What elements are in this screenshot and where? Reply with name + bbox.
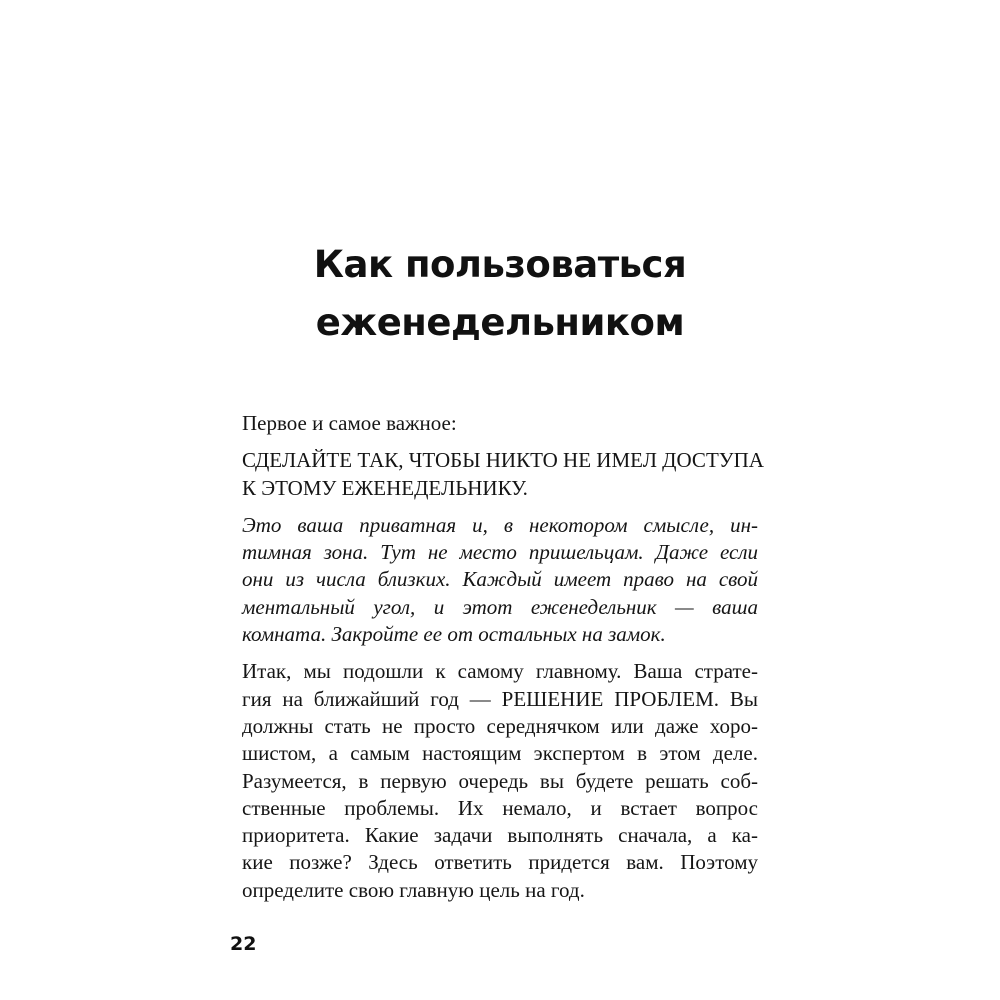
page-number: 22 <box>230 933 257 955</box>
text-line: приоритета. Какие задачи выполнять сначала, а ка- <box>242 823 758 848</box>
text-line: Это ваша приватная и, в некотором смысле, ин- <box>242 512 758 537</box>
text-line: ментальный угол, и этот еженедельник — ваша <box>242 594 758 619</box>
text-line: СДЕЛАЙТЕ ТАК, ЧТОБЫ НИКТО НЕ ИМЕЛ ДОСТУПА <box>242 448 764 473</box>
page-title <box>0 236 1000 352</box>
text-line: Разумеется, в первую очередь вы будете решать соб- <box>242 768 758 793</box>
text-line: К ЭТОМУ ЕЖЕНЕДЕЛЬНИКУ. <box>242 475 528 500</box>
text-line: Итак, мы подошли к самому главному. Ваша страте- <box>242 659 758 684</box>
warning-paragraph <box>242 447 764 502</box>
text-line: шистом, а самым настоящим экспертом в этом деле. <box>242 741 758 766</box>
italic-paragraph <box>242 512 758 648</box>
title-line-2: еженедельником <box>315 301 685 344</box>
text-line: они из числа близких. Каждый имеет право на свой <box>242 567 758 592</box>
text-line: определите свою главную цель на год. <box>242 877 585 902</box>
text-line: кие позже? Здесь ответить придется вам. Поэтому <box>242 850 758 875</box>
text-line: гия на ближайший год — РЕШЕНИЕ ПРОБЛЕМ. Вы <box>242 686 758 711</box>
body-text <box>242 410 764 914</box>
intro-paragraph <box>242 410 758 437</box>
main-paragraph <box>242 658 758 904</box>
text-line: должны стать не просто середнячком или даже хоро- <box>242 713 758 738</box>
text-line: Первое и самое важное: <box>242 411 457 435</box>
title-line-1: Как пользоваться <box>313 243 687 286</box>
text-line: тимная зона. Тут не место пришельцам. Даже если <box>242 540 758 565</box>
text-line: ственные проблемы. Их немало, и встает вопрос <box>242 795 758 820</box>
text-line: комната. Закройте ее от остальных на замок. <box>242 622 666 647</box>
